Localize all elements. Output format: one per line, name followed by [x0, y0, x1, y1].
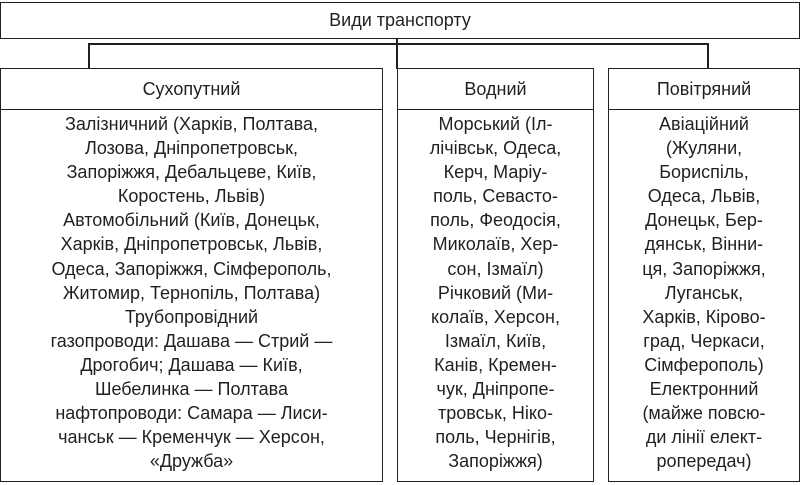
root-box: [0, 2, 800, 39]
text-line: ця, Запоріжжя,: [642, 258, 766, 279]
connector-horizontal: [88, 43, 709, 45]
text-line: Запоріжжя): [448, 451, 543, 472]
text-line: Бориспіль,: [659, 162, 749, 183]
text-line: Дрогобич; Дашава — Київ,: [80, 354, 303, 375]
text-line: Одеса, Запоріжжя, Сімферополь,: [51, 258, 332, 279]
text-line: поль, Севасто-: [433, 186, 558, 207]
text-line: Миколаїв, Хер-: [432, 234, 559, 255]
root-title: Види транспорту: [329, 10, 471, 30]
text-line: Залізничний (Харків, Полтава,: [64, 114, 318, 134]
text-line: чанськ — Кременчук — Херсон,: [58, 427, 325, 448]
text-line: чук, Дніпропе-: [436, 379, 555, 400]
text-line: Харків, Кірово-: [642, 306, 766, 327]
text-line: Річковий (Ми-: [437, 282, 554, 303]
connector-col3: [707, 43, 709, 69]
text-line: Трубопровідний: [124, 306, 259, 327]
column-header-air: [608, 68, 800, 110]
connector-col1: [88, 43, 90, 69]
text-line: град, Черкаси,: [643, 330, 765, 351]
text-line: Морський (Іл-: [438, 114, 553, 134]
text-line: поль, Феодосія,: [430, 210, 561, 231]
column-body-water: [397, 109, 594, 482]
text-line: (Жуляни,: [665, 138, 743, 159]
column-title: Водний: [464, 78, 527, 99]
text-line: «Дружба»: [149, 451, 234, 472]
text-line: поль, Чернігів,: [435, 427, 556, 448]
text-line: Одеса, Львів,: [647, 186, 761, 207]
text-line: ди лінії елект-: [645, 427, 763, 448]
text-line: лічівськ, Одеса,: [429, 138, 562, 159]
connector-col2: [396, 43, 398, 69]
text-line: колаїв, Херсон,: [431, 306, 560, 327]
text-line: дянськ, Вінни-: [644, 234, 764, 255]
text-line: Коростень, Львів): [117, 186, 266, 207]
column-header-water: [397, 68, 594, 110]
text-line: Ізмаїл, Київ,: [444, 330, 547, 351]
text-line: сон, Ізмаїл): [447, 258, 544, 279]
text-line: газопроводи: Дашава — Стрий —: [50, 330, 333, 351]
column-body-land: [0, 109, 383, 482]
text-line: Донецьк, Бер-: [645, 210, 763, 231]
text-line: Житомир, Тернопіль, Полтава): [62, 282, 321, 303]
text-line: (майже повсю-: [642, 403, 766, 424]
text-line: Автомобільний (Київ, Донецьк,: [63, 210, 320, 231]
column-title: Сухопутний: [142, 78, 241, 99]
text-line: Електронний: [649, 379, 759, 400]
column-title: Повітряний: [656, 78, 752, 99]
text-line: Канів, Кремен-: [434, 354, 557, 375]
text-line: ропередач): [656, 451, 752, 472]
column-header-land: [0, 68, 383, 110]
text-line: тровськ, Ніко-: [438, 403, 553, 424]
text-line: Луганськ,: [664, 282, 744, 303]
text-line: Лозова, Дніпропетровськ,: [85, 138, 298, 159]
text-line: Авіаційний: [659, 114, 749, 134]
text-line: Запоріжжя, Дебальцеве, Київ,: [66, 162, 317, 183]
column-body-air: [608, 109, 800, 482]
text-line: нафтопроводи: Самара — Лиси-: [55, 403, 328, 424]
text-line: Сімферополь): [644, 354, 764, 375]
text-line: Керч, Маріу-: [443, 162, 548, 183]
text-line: Шебелинка — Полтава: [94, 379, 289, 400]
text-line: Харків, Дніпропетровськ, Львів,: [60, 234, 323, 255]
